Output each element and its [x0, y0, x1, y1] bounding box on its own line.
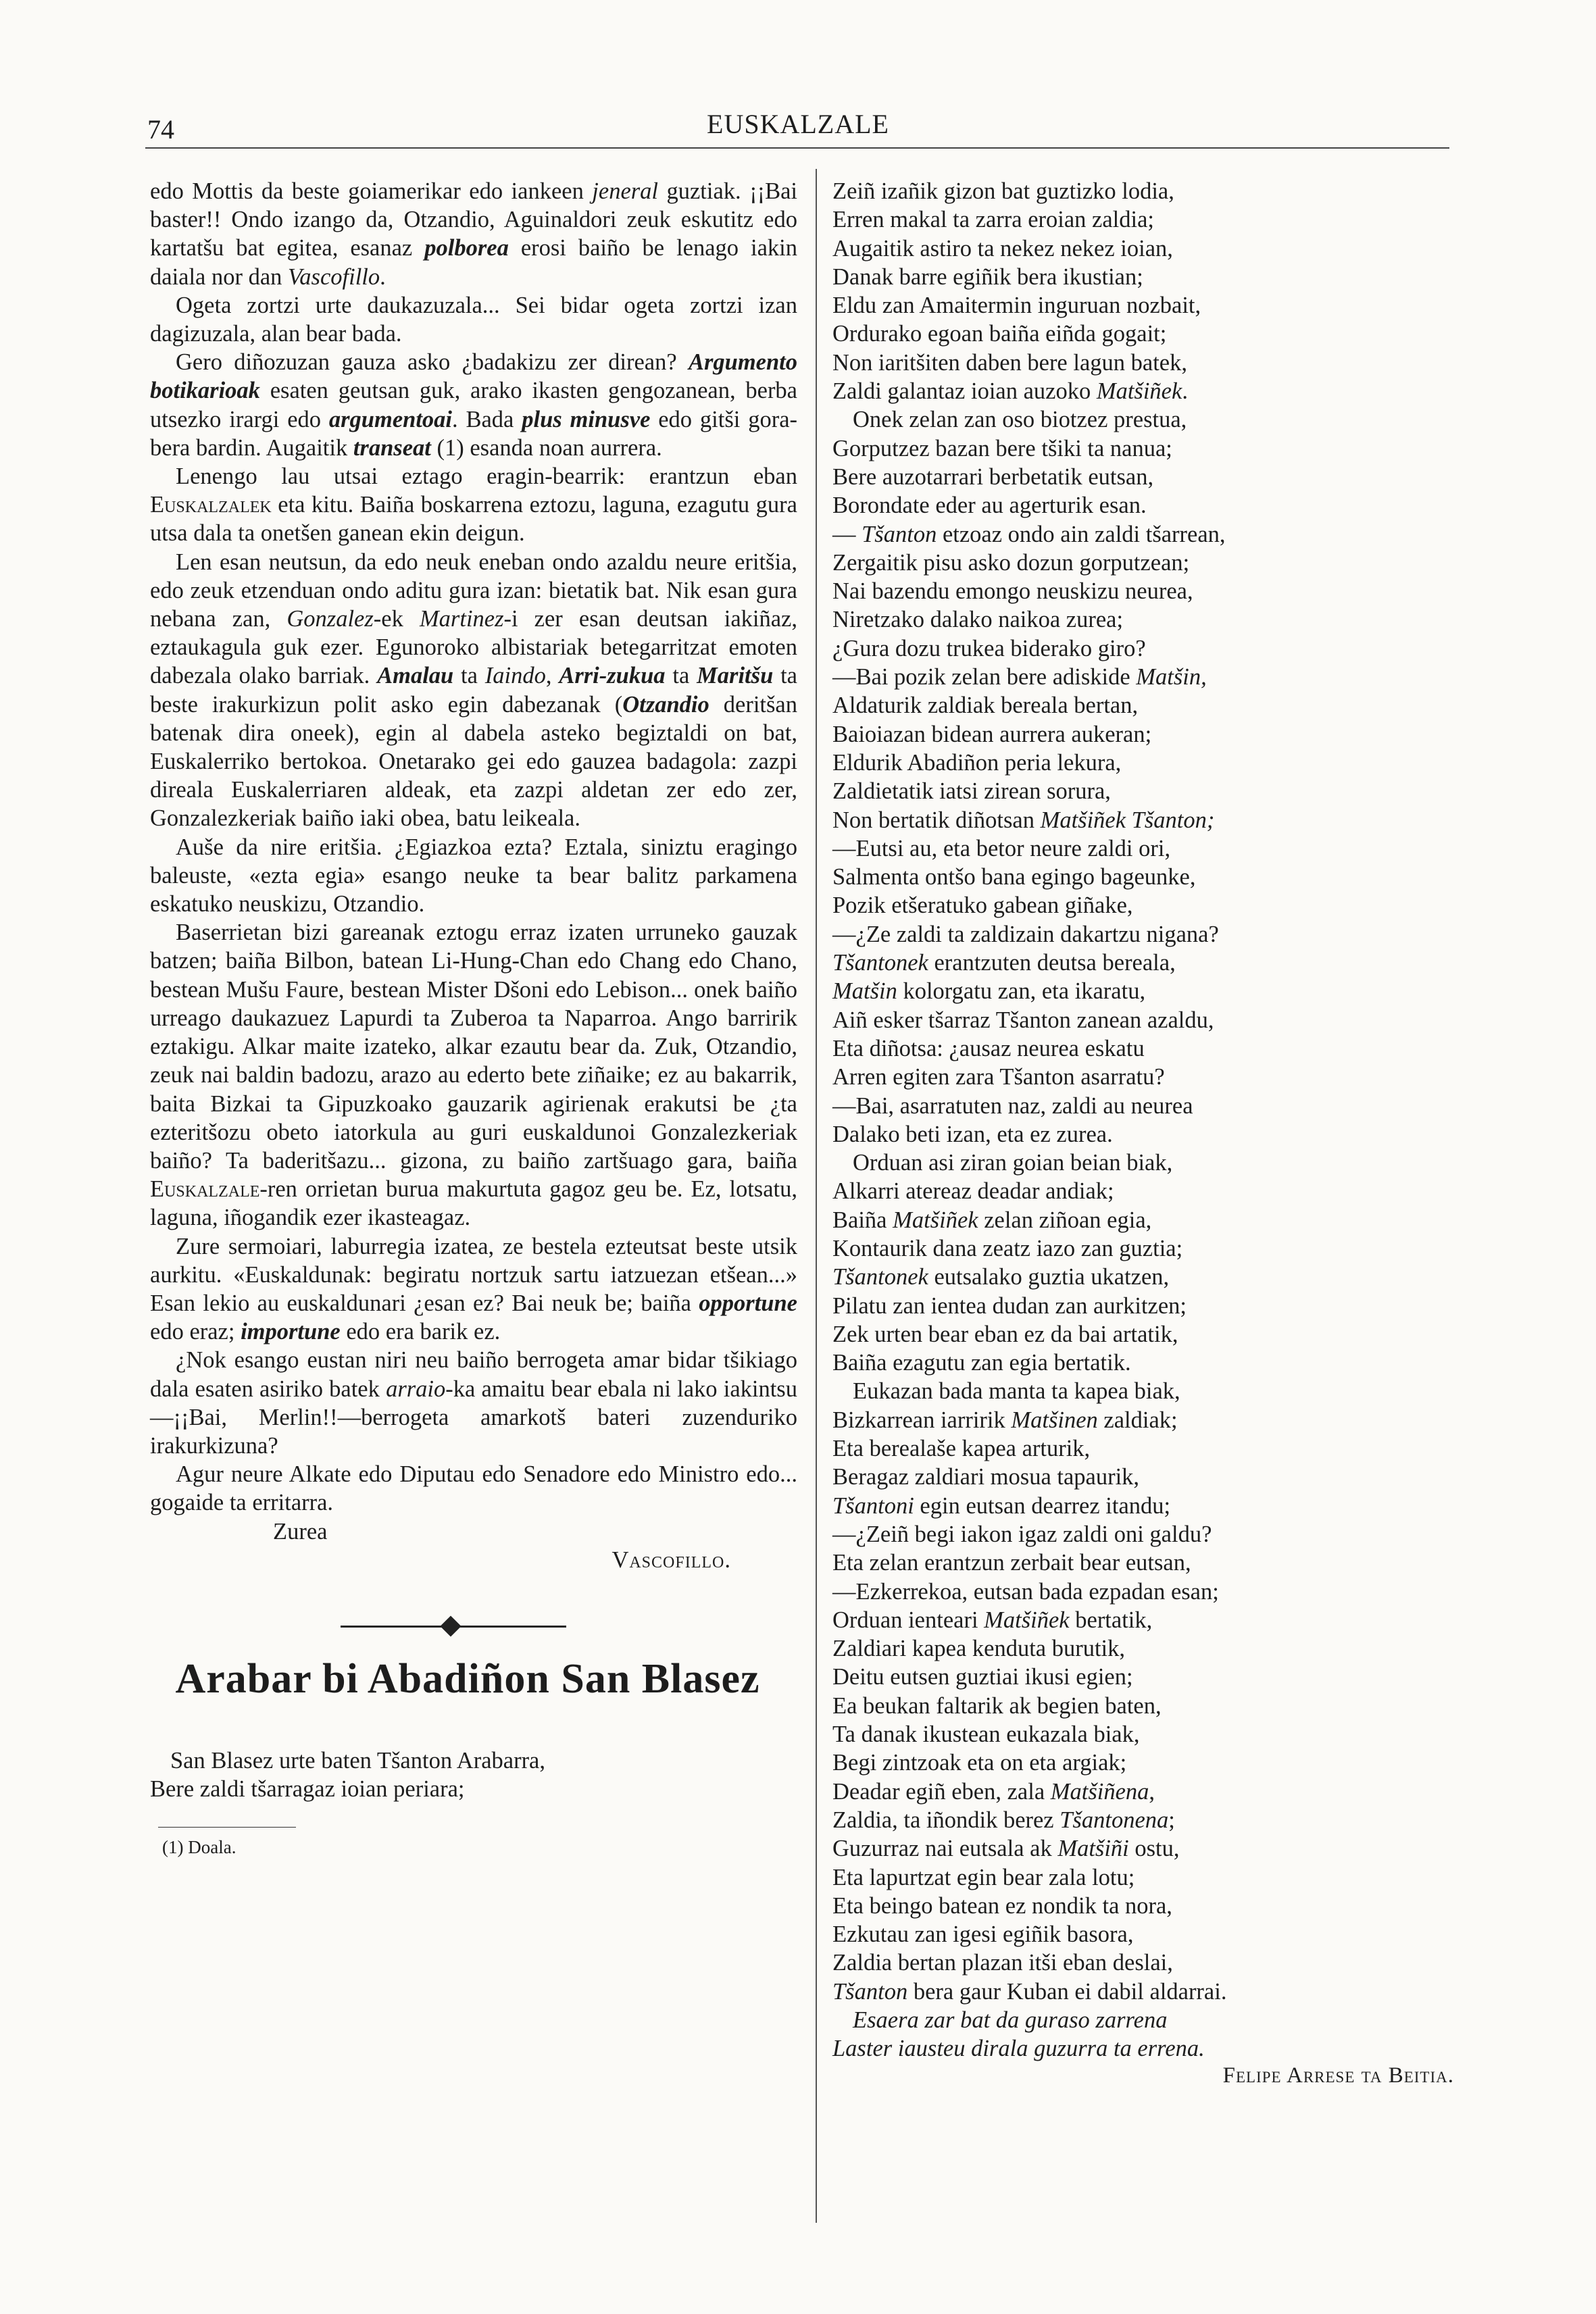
verse-line: Kontaurik dana zeatz iazo zan guztia; — [832, 1235, 1183, 1261]
poem-title: Arabar bi Abadiñon San Blasez — [175, 1655, 760, 1702]
verse-line: Orduan asi ziran goian beian biak, — [853, 1150, 1173, 1176]
running-title: EUSKALZALE — [707, 109, 889, 139]
verse-line: Baiña ezagutu zan egia bertatik. — [832, 1350, 1131, 1376]
verse-line: Tšantoni egin eutsan dearrez itandu; — [832, 1492, 1171, 1519]
verse-line: Esaera zar bat da guraso zarrena — [853, 2007, 1168, 2033]
verse-line: —Bai, asarratuten naz, zaldi au neurea — [832, 1092, 1193, 1119]
verse-line: Zek urten bear eban ez da bai artatik, — [832, 1321, 1178, 1347]
paragraph: Agur neure Alkate edo Diputau edo Senadore edo Ministro edo... gogaide ta erritarra. — [150, 1461, 797, 1516]
paragraph: Zure sermoiari, laburregia izatea, ze bestela ezteutsat beste utsik aurkitu. «Euskaldunak: begiratu nortzuk sartu iatzuezan etšean...» Esan lekio au euskaldunari ¿esan ez? Bai neuk be; baiña opportune edo eraz; importune edo era barik ez. — [150, 1233, 797, 1345]
verse-line: Eta beingo batean ez nondik ta nora, — [832, 1892, 1172, 1919]
verse-line: Erren makal ta zarra eroian zaldia; — [832, 207, 1154, 233]
paragraph: Auše da nire eritšia. ¿Egiazkoa ezta? Eztala, siniztu eragingo baleuste, «ezta egia» esango neuke ta bear balitz parkamena eskatuko neuskizu, Otzandio. — [150, 834, 797, 917]
ornament-divider — [150, 1616, 797, 1636]
verse-line: ¿Gura dozu trukea biderako giro? — [832, 635, 1146, 661]
closing-word: Zurea — [273, 1518, 328, 1544]
verse-line: San Blasez urte baten Tšanton Arabarra, — [170, 1747, 545, 1774]
verse-line: Non iaritšiten daben bere lagun batek, — [832, 349, 1187, 376]
letter-body — [150, 177, 797, 1517]
verse-line: Ea beukan faltarik ak begien baten, — [832, 1692, 1162, 1719]
paragraph: Ogeta zortzi urte daukazuzala... Sei bidar ogeta zortzi izan dagizuzala, alan bear bada. — [150, 292, 797, 347]
footnote-rule — [158, 1827, 296, 1828]
verse-line: Zaldia bertan plazan itši eban deslai, — [832, 1950, 1173, 1976]
verse-line: Bere auzotarrari berbetatik eutsan, — [832, 463, 1154, 490]
paragraph: ¿Nok esango eustan niri neu baiño berrogeta amar bidar tšikiago dala esaten asiriko batek arraio-ka amaitu bear ebala ni lako iakintsu—¡¡Bai, Merlin!!—berrogeta amarkotš bateri zuzenduriko irakurkizuna? — [150, 1347, 797, 1459]
verse-line: Zaldietatik iatsi zirean sorura, — [832, 778, 1111, 805]
verse-line: Eldurik Abadiñon peria lekura, — [832, 749, 1122, 776]
verse-line: Gorputzez bazan bere tšiki ta nanua; — [832, 435, 1172, 461]
column-divider — [816, 169, 817, 2223]
verse-line: Aiñ esker tšarraz Tšanton zanean azaldu, — [832, 1007, 1214, 1033]
verse-line: Eta zelan erantzun zerbait bear eutsan, — [832, 1550, 1191, 1576]
verse-line: Ta danak ikustean eukazala biak, — [832, 1721, 1140, 1748]
verse-line: Deadar egiñ eben, zala Matšiñena, — [832, 1778, 1155, 1805]
verse-line: Orduan ienteari Matšiñek bertatik, — [832, 1607, 1153, 1633]
right-column — [832, 177, 1454, 2088]
verse-line: Matšin kolorgatu zan, eta ikaratu, — [832, 978, 1146, 1005]
verse-line: Begi zintzoak eta on eta argiak; — [832, 1750, 1127, 1776]
verse-line: Tšanton bera gaur Kuban ei dabil aldarrai. — [832, 1978, 1227, 2005]
verse-line: Baiña Matšiñek zelan ziñoan egia, — [832, 1207, 1152, 1233]
verse-line: Nai bazendu emongo neuskizu neurea, — [832, 578, 1193, 605]
verse-line: Eta lapurtzat egin bear zala lotu; — [832, 1864, 1135, 1890]
verse-line: Niretzako dalako naikoa zurea; — [832, 607, 1124, 633]
footnote: (1) Doala. — [162, 1836, 236, 1857]
verse-line: Tšantonek erantzuten deutsa bereala, — [832, 950, 1176, 976]
verse-line: Borondate eder au agerturik esan. — [832, 493, 1147, 519]
verse-line: Dalako beti izan, eta ez zurea. — [832, 1121, 1113, 1147]
paragraph: Lenengo lau utsai eztago eragin-bearrik: erantzun eban Euskalzalek eta kitu. Baiña boskarrena eztozu, laguna, ezagutu gura utsa dala ta onetšen ganean ekin deigun. — [150, 463, 797, 547]
verse-line: Aldaturik zaldiak bereala bertan, — [832, 693, 1139, 719]
header-rule — [145, 147, 1449, 149]
paragraph: Len esan neutsun, da edo neuk eneban ondo azaldu neure eritšia, edo zeuk etzenduan ondo aditu gura izan: bietatik bat. Nik esan gura nebana zan, Gonzalez-ek Martinez-i zer esan deutsan iakiñaz, eztaukagula guk ezer. Egunoroko albistariak betegarritzat emoten dabezala olako barriak. Amalau ta Iaindo, Arri-zukua ta Maritšu ta beste irakurkizun polit asko egin dabezanak (Otzandio deritšan batenak dira oneek), egin al dabela asteko begiztaldi on bat, Euskalerriko bertokoa. Onetarako gei edo gauzea badagola: zazpi direala Euskalerriaren aldeak, eta zazpi aldetan zer edo zer, Gonzalezkeriak baiño iaki obea, batu leikeala. — [150, 549, 797, 832]
verse-line: Bizkarrean iarririk Matšinen zaldiak; — [832, 1407, 1178, 1433]
paragraph: Gero diñozuzan gauza asko ¿badakizu zer direan? Argumento botikarioak esaten geutsan guk, arako ikasten gengozanean, berba utsezko irargi edo argumentoai. Bada plus minusve edo gitši gora-bera bardin. Augaitik transeat (1) esanda noan aurrera. — [150, 349, 797, 461]
verse-line: Non bertatik diñotsan Matšiñek Tšanton; — [832, 807, 1215, 833]
verse-line: Ordurako egoan baiña eiñda gogait; — [832, 321, 1167, 347]
verse-line: —Ezkerrekoa, eutsan bada ezpadan esan; — [832, 1578, 1219, 1605]
paragraph: Baserrietan bizi gareanak eztogu erraz izaten urruneko gauzak batzen; baiña Bilbon, batean Li-Hung-Chan edo Chang edo Chano, bestean Mušu Faure, bestean Mister Dšoni edo Lebison... onek baiño urreago daukazuez Lapurdi ta Zuberoa ta Naparroa. Ango barririk eztakigu. Alkar maite izateko, alkar ezautu bear da. Zuk, Otzandio, zeuk nai baldin badozu, arazo au ederto bete ziñaike; ez au bakarrik, baita Bizkai ta Gipuzkoako gauzarik agirienak erakutsi be ¿ta ezteritšozu obeto iatorkula au guri euskaldunoi Gonzalezkeriak baiño? Ta baderitšazu... gizona, zu baiño zartšuago gara, baiña Euskalzale-ren orrietan burua makurtuta gagoz geu be. Ez, lotsatu, laguna, iñogandik ezer ikasteagaz. — [150, 920, 797, 1231]
verse-line: Eldu zan Amaitermin inguruan nozbait, — [832, 293, 1201, 319]
verse-line: Tšantonek eutsalako guztia ukatzen, — [832, 1264, 1170, 1290]
verse-line: — Tšanton etzoaz ondo ain zaldi tšarrean, — [832, 521, 1226, 547]
verse-line: Augaitik astiro ta nekez nekez ioian, — [832, 235, 1173, 261]
verse-line: Zaldiari kapea kenduta burutik, — [832, 1636, 1126, 1662]
verse-line: Zaldi galantaz ioian auzoko Matšiñek. — [832, 378, 1188, 405]
verse-line: Ezkutau zan igesi egiñik basora, — [832, 1921, 1134, 1948]
verse-line: Danak barre egiñik bera ikustian; — [832, 263, 1143, 290]
verse-line: Eta diñotsa: ¿ausaz neurea eskatu — [832, 1035, 1145, 1061]
verse-line: Pilatu zan ientea dudan zan aurkitzen; — [832, 1292, 1187, 1319]
page-number: 74 — [147, 114, 174, 145]
verse-line: —¿Zeiñ begi iakon igaz zaldi oni galdu? — [832, 1521, 1212, 1547]
letter-signature: Vascofillo. — [612, 1546, 731, 1573]
verse-line: Eta berealaše kapea arturik, — [832, 1436, 1091, 1462]
verse-line: Zeiñ izañik gizon bat guztizko lodia, — [832, 178, 1174, 204]
verse-line: Laster iausteu dirala guzurra ta errena. — [832, 2036, 1205, 2062]
verse-line: Onek zelan zan oso biotzez prestua, — [853, 407, 1187, 433]
verse-line: Beragaz zaldiari mosua tapaurik, — [832, 1464, 1140, 1490]
verse-line: Baioiazan bidean aurrera aukeran; — [832, 721, 1152, 747]
verse-line: Arren egiten zara Tšanton asarratu? — [832, 1064, 1165, 1090]
left-column — [150, 177, 797, 1858]
poem-continuation — [832, 177, 1454, 2063]
verse-line: Salmenta ontšo bana egingo bageunke, — [832, 864, 1196, 890]
verse-line: Zergaitik pisu asko dozun gorputzean; — [832, 549, 1190, 576]
verse-line: —Eutsi au, eta betor neure zaldi ori, — [832, 835, 1171, 861]
verse-line: Guzurraz nai eutsala ak Matšiñi ostu, — [832, 1836, 1180, 1862]
paragraph: edo Mottis da beste goiamerikar edo iankeen jeneral guztiak. ¡¡Bai baster!! Ondo izango da, Otzandio, Aguinaldori zeuk eskutitz edo kartatšu bat egitea, esanaz polborea erosi baiño be lenago iakin daiala nor dan Vascofillo. — [150, 178, 798, 290]
verse-line: —Bai pozik zelan bere adiskide Matšin, — [832, 664, 1207, 690]
verse-line: Alkarri atereaz deadar andiak; — [832, 1178, 1114, 1205]
verse-line: Eukazan bada manta ta kapea biak, — [853, 1378, 1180, 1405]
poem-signature: Felipe Arrese ta Beitia. — [1222, 2063, 1454, 2088]
verse-line: Zaldia, ta iñondik berez Tšantonena; — [832, 1807, 1175, 1833]
poem-opening — [150, 1746, 797, 1804]
verse-line: Bere zaldi tšarragaz ioian periara; — [150, 1776, 465, 1803]
verse-line: Deitu eutsen guztiai ikusi egien; — [832, 1664, 1133, 1690]
verse-line: Pozik etšeratuko gabean giñake, — [832, 892, 1133, 919]
verse-line: —¿Ze zaldi ta zaldizain dakartzu nigana? — [832, 921, 1219, 947]
